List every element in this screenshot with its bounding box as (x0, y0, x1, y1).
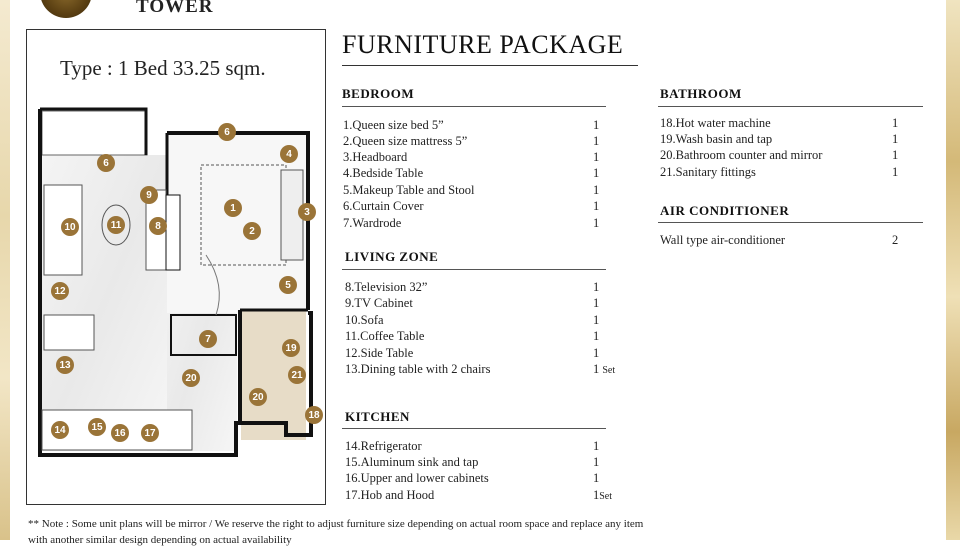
item-qty: 1 (593, 166, 600, 180)
list-item: 14.Refrigerator (345, 439, 422, 453)
section-divider (658, 222, 923, 223)
plan-marker-6a: 6 (218, 123, 236, 141)
plan-marker-20b: 20 (249, 388, 267, 406)
list-item: 4.Bedside Table (343, 166, 424, 180)
plan-marker-12: 12 (51, 282, 69, 300)
item-qty: 1 (593, 183, 600, 197)
plan-marker-15: 15 (88, 418, 106, 436)
gold-border-left (0, 0, 10, 540)
item-qty: 1 (593, 280, 600, 294)
plan-marker-10: 10 (61, 218, 79, 236)
item-qty-number: 1 (593, 362, 600, 376)
plan-marker-3: 3 (298, 203, 316, 221)
footer-note: ** Note : Some unit plans will be mirror / We reserve the right to adjust furniture size depending on actual room space and replace any item (28, 518, 644, 530)
list-item: 5.Makeup Table and Stool (343, 183, 475, 197)
list-item: 21.Sanitary fittings (660, 165, 756, 179)
list-item: 17.Hob and Hood (345, 488, 435, 502)
plan-marker-16: 16 (111, 424, 129, 442)
item-qty-unit: Set (602, 365, 616, 376)
list-item: 2.Queen size mattress 5” (343, 134, 468, 148)
item-qty (593, 488, 612, 503)
list-item: 18.Hot water machine (660, 116, 771, 130)
plan-marker-7: 7 (199, 330, 217, 348)
item-qty: 1 (593, 455, 600, 469)
page-title: FURNITURE PACKAGE (342, 30, 624, 59)
list-item: 15.Aluminum sink and tap (345, 455, 479, 469)
plan-marker-14: 14 (51, 421, 69, 439)
item-qty: 2 (892, 233, 899, 247)
item-qty: 1 (593, 439, 600, 453)
section-heading-bedroom: BEDROOM (342, 86, 415, 101)
item-qty: 1 (593, 346, 600, 360)
list-item: 9.TV Cabinet (345, 296, 413, 310)
section-divider (342, 269, 606, 270)
item-qty: 1 (593, 471, 600, 485)
plan-marker-19: 19 (282, 339, 300, 357)
section-heading-living-zone: LIVING ZONE (345, 249, 439, 264)
item-qty: 1 (593, 216, 600, 230)
item-qty: 1 (892, 132, 899, 146)
unit-type-label: Type : 1 Bed 33.25 sqm. (60, 56, 266, 80)
plan-marker-17: 17 (141, 424, 159, 442)
item-qty-unit: Set (599, 491, 613, 502)
plan-marker-4: 4 (280, 145, 298, 163)
plan-marker-5: 5 (279, 276, 297, 294)
list-item: 12.Side Table (345, 346, 414, 360)
item-qty: 1 (593, 199, 600, 213)
list-item: 1.Queen size bed 5” (343, 118, 444, 132)
item-qty: 1 (593, 118, 600, 132)
item-qty: 1 (593, 134, 600, 148)
section-heading-bathroom: BATHROOM (660, 86, 742, 101)
section-divider (342, 428, 606, 429)
section-heading-air-conditioner: AIR CONDITIONER (660, 203, 790, 218)
list-item: 10.Sofa (345, 313, 384, 327)
plan-marker-2: 2 (243, 222, 261, 240)
section-heading-kitchen: KITCHEN (345, 409, 410, 424)
list-item: 8.Television 32” (345, 280, 428, 294)
item-qty: 1 (892, 148, 899, 162)
item-qty: 1 (593, 313, 600, 327)
list-item: 11.Coffee Table (345, 329, 425, 343)
plan-marker-6b: 6 (97, 154, 115, 172)
section-divider (342, 106, 606, 107)
logo-text: TOWER (136, 0, 214, 17)
list-item: 13.Dining table with 2 chairs (345, 362, 491, 376)
item-qty: 1 (593, 150, 600, 164)
list-item: 20.Bathroom counter and mirror (660, 148, 823, 162)
item-qty: 1 (593, 329, 600, 343)
item-qty (593, 362, 615, 377)
item-qty: 1 (892, 165, 899, 179)
item-qty: 1 (892, 116, 899, 130)
plan-marker-18: 18 (305, 406, 323, 424)
list-item: 6.Curtain Cover (343, 199, 424, 213)
plan-marker-1: 1 (224, 199, 242, 217)
title-divider (342, 65, 638, 66)
gold-border-right (946, 0, 960, 540)
plan-marker-13: 13 (56, 356, 74, 374)
list-item: 7.Wardrode (343, 216, 402, 230)
list-item: Wall type air-conditioner (660, 233, 786, 247)
plan-marker-9: 9 (140, 186, 158, 204)
plan-marker-8: 8 (149, 217, 167, 235)
list-item: 19.Wash basin and tap (660, 132, 773, 146)
logo-emblem-icon (40, 0, 92, 18)
plan-marker-21: 21 (288, 366, 306, 384)
plan-marker-20a: 20 (182, 369, 200, 387)
list-item: 3.Headboard (343, 150, 408, 164)
item-qty-number: 1 (593, 488, 600, 502)
list-item: 16.Upper and lower cabinets (345, 471, 489, 485)
footer-note-continued: with another similar design depending on actual availability (28, 534, 292, 546)
plan-marker-11: 11 (107, 216, 125, 234)
section-divider (658, 106, 923, 107)
item-qty: 1 (593, 296, 600, 310)
